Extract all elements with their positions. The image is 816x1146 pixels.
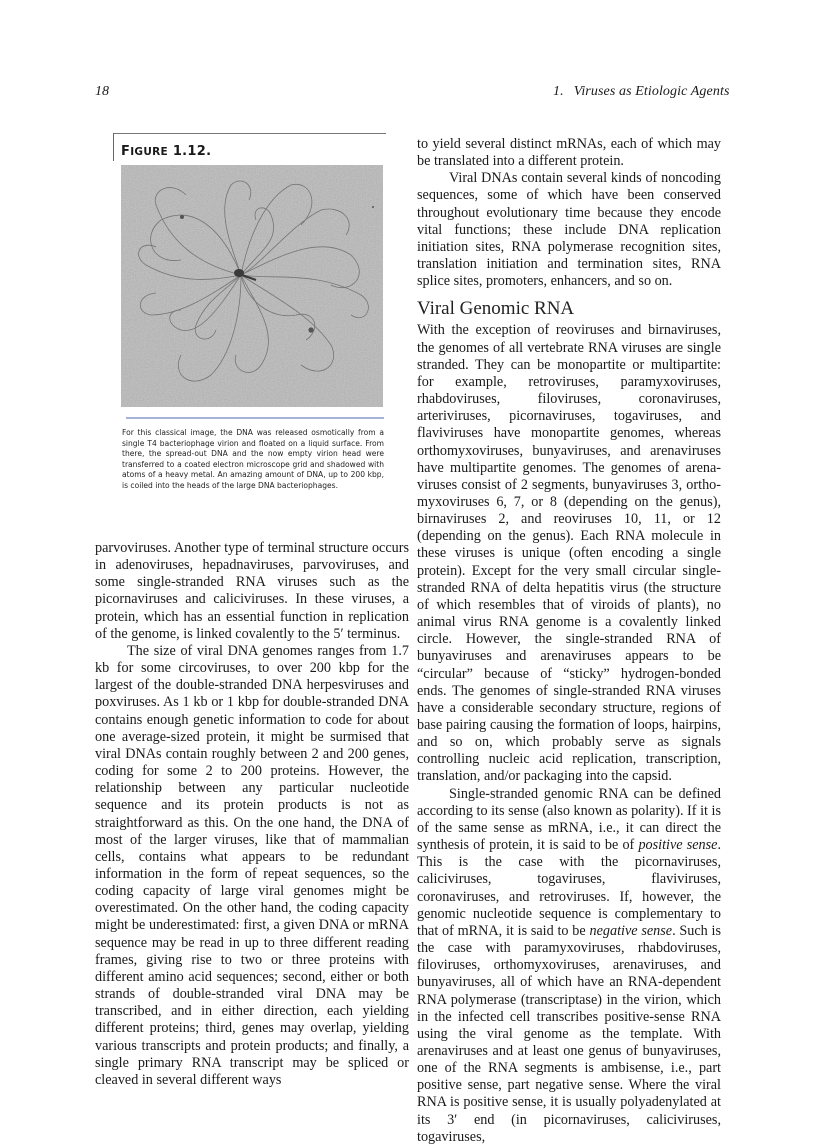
figure-box: [113, 131, 386, 531]
figure-blue-rule: [126, 417, 384, 419]
chapter-number: 1.: [553, 84, 564, 99]
left-paragraph-1: parvoviruses. Another type of terminal structure occurs in adenoviruses, hepadnaviruses, parvoviruses, and some single-stranded RNA viruses such as the picornaviruses and caliciviruses. In these viruses, a protein, which has an essential function in replication of the genome, is linked covalently to the 5′ terminus.: [95, 540, 409, 642]
text-run: Single-stranded genomic RNA can be defined according to its sense (also known as polarity). If it is of the same sense as mRNA, i.e., it can direct the synthesis of protein, it is said to be of: [417, 785, 721, 854]
figure-caption: For this classical image, the DNA was released osmotically from a single T4 bacteriophage virion and floated on a liquid surface. From there, the spread-out DNA and the now empty virion head were transferred to a coated electron microscope grid and shadowed with atoms of a heavy metal. An amazing amount of DNA, up to 200 kbp, is coiled into the heads of the large DNA bacteriophages.: [122, 428, 384, 490]
figure-label-cap: F: [121, 144, 131, 159]
left-paragraph-2: The size of viral DNA genomes ranges from 1.7 kb for some circoviruses, to over 200 kbp for the largest of the double-stranded DNA herpesviruses and poxviruses. As 1 kb or 1 kbp for double-stranded DNA contains enough genetic information to code for about one average-sized protein, it might be surmised that viral DNAs contain roughly between 2 and 200 genes, coding for some 2 to 200 proteins. However, the relationship between any particular nucleotide sequence and its protein products is not as straightforward as this. On the one hand, the DNA of most of the larger viruses, like that of mammalian cells, contains what appears to be redundant information in the form of repeat sequences, so the coding capacity of large viral genomes might be overestimated. On the other hand, the coding capacity might be underestimated: first, a given DNA or mRNA sequence may be read in up to three different reading frames, giving rise to two or three proteins with different amino acid sequences; second, either or both strands of double-stranded viral DNA may be transcribed, and in either direction, each yielding different proteins; third, genes may overlap, yielding various transcripts and protein products; and finally, a single primary RNA transcript may be spliced or cleaved in several different ways: [95, 642, 409, 1088]
dna-micrograph-graphic: [121, 165, 383, 407]
right-paragraph-2: Viral DNAs contain several kinds of noncoding sequences, some of which have been conserved throughout evolutionary time because they encode vital functions; these include DNA replication initiation sites, RNA polymerase recognition sites, translation initiation and termination sites, RNA splice sites, promoters, enhancers, and so on.: [417, 170, 721, 290]
section-paragraph-2: [417, 786, 721, 1146]
figure-left-rule: [113, 133, 114, 161]
right-paragraph-1: to yield several distinct mRNAs, each of which may be translated into a different protein.: [417, 136, 721, 170]
micrograph-image: [121, 165, 383, 407]
figure-label-smallcaps: IGURE: [130, 146, 168, 158]
term-positive-sense: positive sense: [638, 837, 718, 854]
running-head: [553, 84, 730, 100]
figure-label: [121, 144, 211, 159]
left-column-body: [95, 540, 409, 1089]
right-column-body: [417, 136, 721, 1146]
text-run: . This is the case with the picornaviruses, caliciviruses, togaviruses, flaviviruses, coronaviruses, and retroviruses. If, however, the genomic nucleotide sequence is complementary to that of mRNA, it is said to be: [417, 837, 721, 939]
page-number: 18: [95, 84, 109, 99]
chapter-title: Viruses as Etiologic Agents: [573, 84, 730, 99]
section-heading: Viral Genomic RNA: [417, 298, 575, 320]
section-paragraph-1: With the exception of reoviruses and birnaviruses, the genomes of all vertebrate RNA viruses are single stranded. They can be monopartite or multipartite: for example, retroviruses, paramyxoviruses, rhabdoviruses, filoviruses, coronaviruses, arteriviruses, picornaviruses, togaviruses, and flaviviruses have monopartite genomes, whereas orthomyxoviruses, bunyaviruses, and arenaviruses have multipartite genomes. The genomes of arenaviruses consist of 2 segments, bunyaviruses 3, orthomyxoviruses 6, 7, or 8 (depending on the genus), birnaviruses 2, and reoviruses 10, 11, or 12 (depending on the genus). Each RNA molecule in these viruses is unique (often encoding a single protein). Except for the very small circular single-stranded RNA of delta hepatitis virus (the structure of which resembles that of viroids of plants), no animal virus RNA genome is a covalently linked circle. However, the single-stranded RNA of bunyaviruses and arenaviruses appears to be “circular” because of “sticky” hydrogen-bonded ends. The genomes of single-stranded RNA viruses have a considerable secondary structure, regions of base pairing causing the formation of loops, hairpins, and so on, which probably serve as signals controlling nucleic acid replication, transcription, translation, and/or packaging into the capsid.: [417, 322, 721, 785]
term-negative-sense: negative sense: [589, 922, 673, 939]
figure-top-rule: [113, 133, 386, 134]
figure-number: 1.12.: [172, 144, 212, 159]
text-run: . Such is the case with paramyxoviruses, rhabdoviruses, filoviruses, orthomyxoviruses, arenaviruses, and bunyaviruses, all of which have an RNA-dependent RNA polymerase (transcriptase) in the virion, which in the infected cell transcribes positive-sense RNA using the viral genome as the template. With arenaviruses and at least one genus of bunyaviruses, one of the RNA segments is ambisense, i.e., part positive sense, part negative sense. Where the viral RNA is positive sense, it is usually polyadenylated at its 3′ end (in picornaviruses, caliciviruses, togaviruses,: [417, 922, 722, 1145]
